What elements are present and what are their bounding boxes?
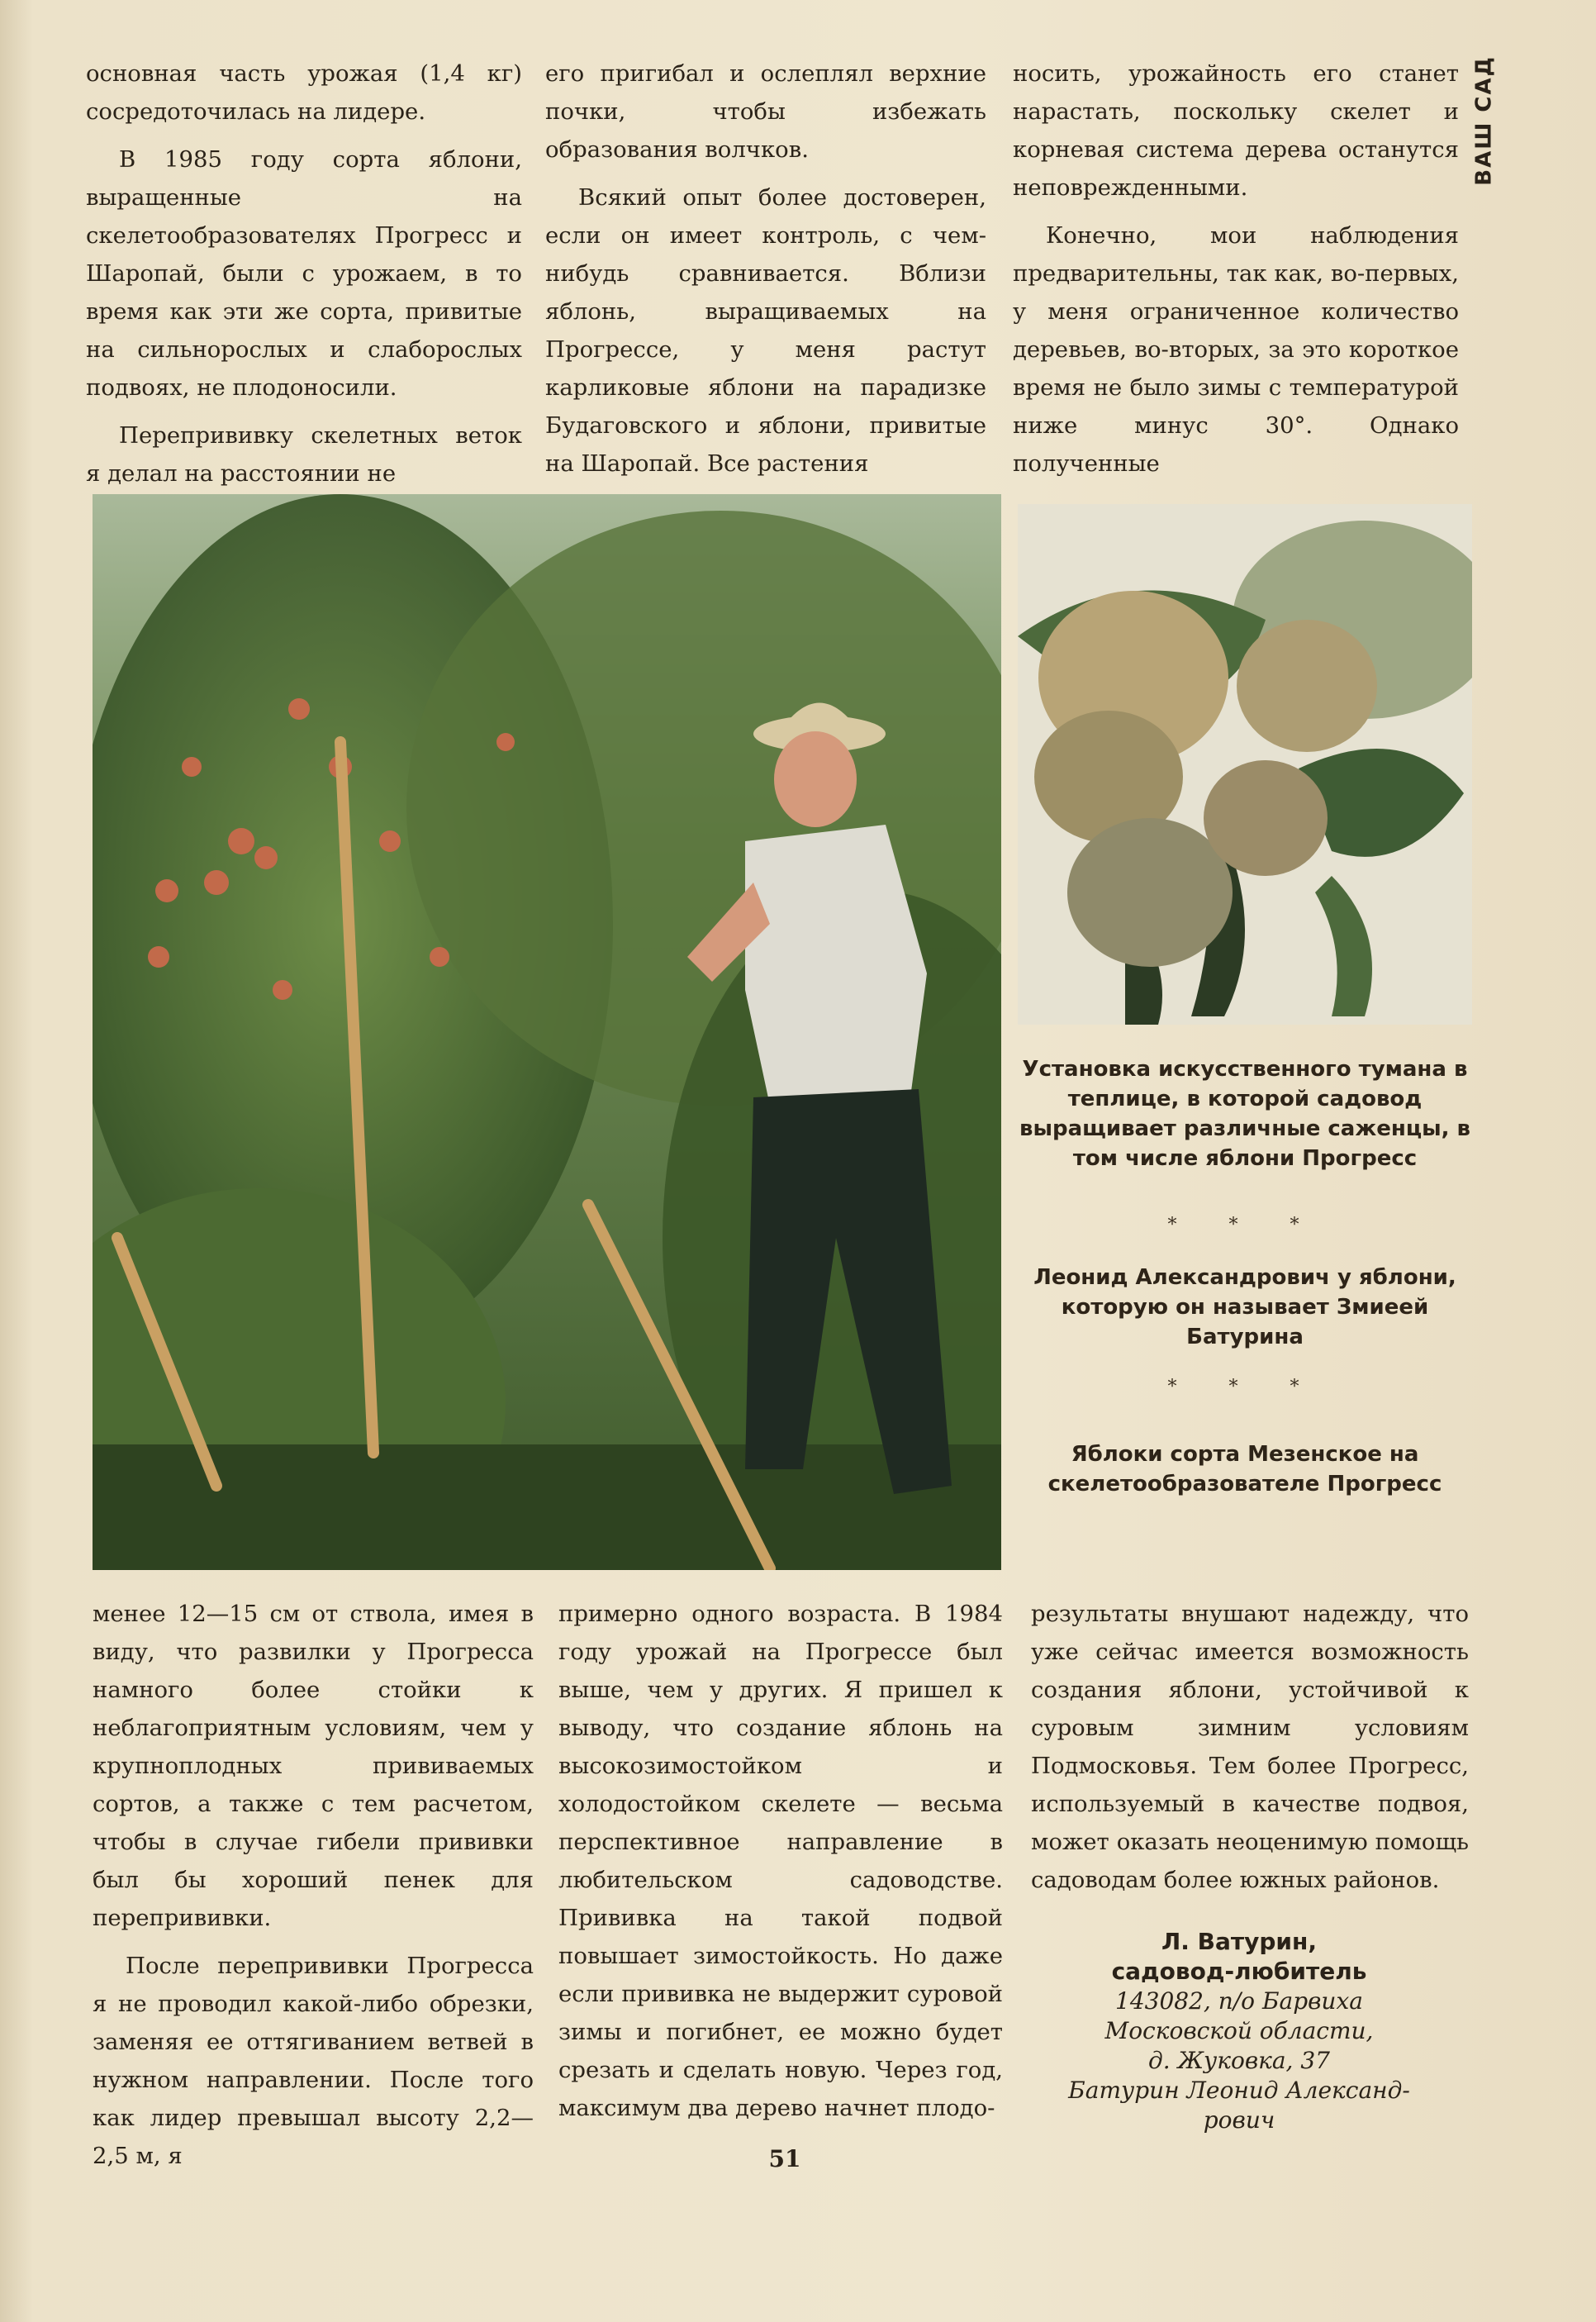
author-signature (1024, 1927, 1454, 2135)
caption-third: Яблоки сорта Мезенское на скелетообразователе Прогресс (1047, 1442, 1442, 1496)
page-number: 51 (768, 2145, 801, 2172)
top-column-1 (86, 55, 522, 492)
apples-photo-image (1018, 504, 1472, 1025)
bottom-column-2 (558, 1595, 1003, 2127)
section-label (1464, 46, 1505, 195)
top-column-3 (1013, 55, 1459, 483)
caption-first: Установка искусственного тумана в теплице, в которой садовод выращивает различные саженцы, в том числе яблони Прогресс (1019, 1057, 1470, 1171)
paragraph: менее 12—15 см от ствола, имея в виду, что развилки у Прогресса намного более стойки к неблагоприятным условиям, чем у крупноплодных прививаемых сортов, а также с тем расчетом, чтобы в случае гибели прививки был бы хороший пенек для перепрививки. (93, 1601, 534, 1931)
author-role: садовод-любитель (1111, 1958, 1367, 1985)
paragraph: Всякий опыт более достоверен, если он имеет контроль, с чем-нибудь сравнивается. Вблизи яблонь, выращиваемых на Прогрессе, у меня растут карликовые яблони на парадизке Будаговского и яблони, привитые на Шаропай. Все растения (545, 184, 986, 477)
section-label-text: ВАШ САД (1472, 55, 1498, 186)
paragraph: В 1985 году сорта яблони, выращенные на скелетообразователях Прогресс и Шаропай, были с урожаем, в то время как эти же сорта, привитые на сильнорослых и слаборослых подвоях, не плодоносили. (86, 146, 522, 401)
address-line: рович (1203, 2106, 1275, 2134)
paragraph: результаты внушают надежду, что уже сейчас имеется возможность создания яблони, устойчивой к суровым зимним условиям Подмосковья. Тем более Прогресс, используемый в качестве подвоя, может оказать неоценимую помощь садоводам более южных районов. (1031, 1601, 1469, 1893)
bottom-column-3 (1031, 1595, 1469, 1899)
paragraph: Конечно, мои наблюдения предварительны, так как, во-первых, у меня ограниченное количество деревьев, во-вторых, за это короткое время не было зимы с температурой ниже минус 30°. Однако полученные (1013, 222, 1459, 477)
caption-separator: * * * (1167, 1215, 1323, 1235)
address-line: д. Жуковка, 37 (1148, 2047, 1330, 2074)
address-line: 143082, п/о Барвиха (1115, 1987, 1363, 2015)
address-line: Батурин Леонид Александ- (1068, 2077, 1410, 2104)
bottom-column-1 (93, 1595, 534, 2175)
paragraph: После перепрививки Прогресса я не проводил какой-либо обрезки, заменяя ее оттягиванием ветвей в нужном направлении. После того как лидер превышал высоту 2,2—2,5 м, я (93, 1953, 534, 2169)
paragraph: Перепрививку скелетных веток я делал на расстоянии не (86, 422, 522, 487)
apples-photo (1018, 504, 1472, 1025)
paragraph: носить, урожайность его станет нарастать, поскольку скелет и корневая система дерева останутся неповрежденными. (1013, 60, 1459, 201)
gardener-photo (93, 494, 1001, 1570)
paragraph: примерно одного возраста. В 1984 году урожай на Прогрессе был выше, чем у других. Я пришел к выводу, что создание яблонь на высокозимостойком и холодостойком скелете — весьма перспективное направление в любительском садоводстве. Прививка на такой подвой повышает зимостойкость. Но даже если прививка не выдержит суровой зимы и погибнет, ее можно будет срезать и сделать новую. Через год, максимум два дерево начнет плодо- (558, 1601, 1003, 2121)
paragraph: его пригибал и ослеплял верхние почки, чтобы избежать образования волчков. (545, 60, 986, 163)
caption-separator: * * * (1167, 1377, 1323, 1397)
caption-second: Леонид Александрович у яблони, которую он называет Змиеей Батурина (1033, 1265, 1456, 1349)
paragraph: основная часть урожая (1,4 кг) сосредоточилась на лидере. (86, 60, 522, 125)
address-line: Московской области, (1104, 2017, 1374, 2044)
top-column-2 (545, 55, 986, 483)
gardener-photo-image (93, 494, 1001, 1570)
author-name: Л. Ватурин, (1161, 1928, 1317, 1955)
